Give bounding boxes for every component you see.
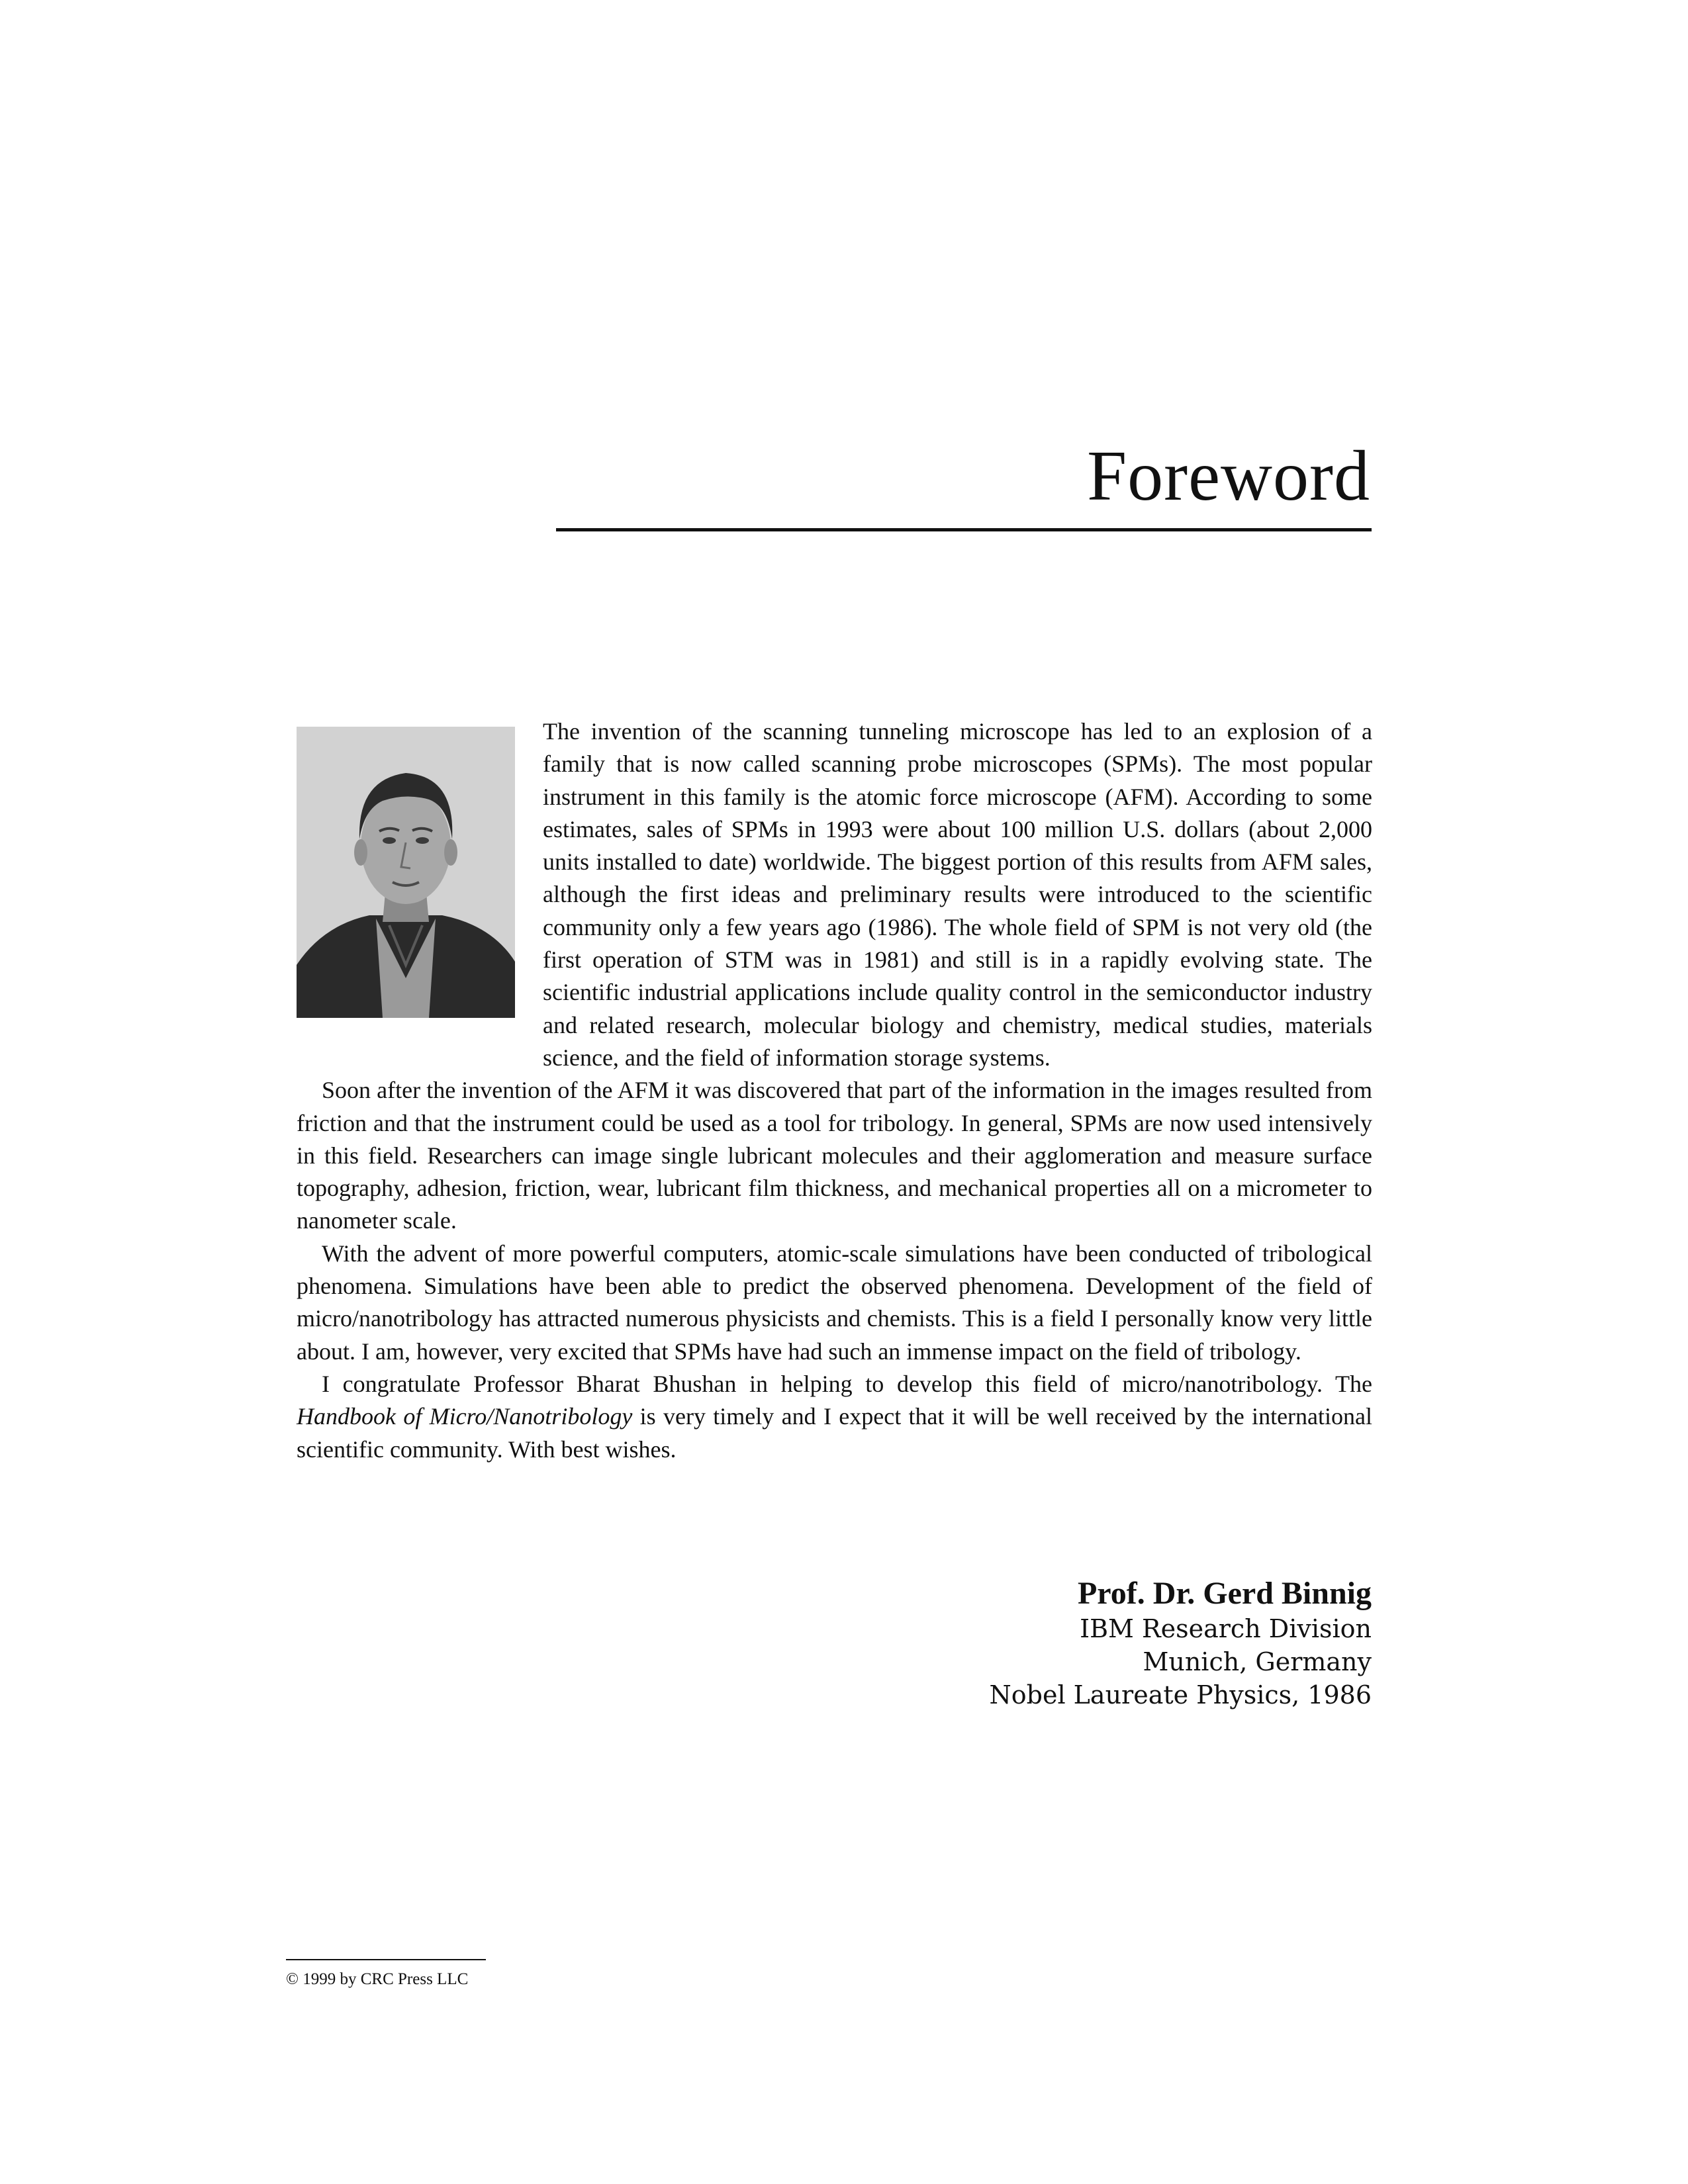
author-distinction: Nobel Laureate Physics, 1986 [989,1680,1372,1709]
paragraph-4-start: I congratulate Professor Bharat Bhushan in helping to develop this field of micro/nanotribology. The [322,1370,1372,1397]
footer-rule [286,1959,486,1960]
copyright-notice: © 1999 by CRC Press LLC [286,1970,469,1988]
title-rule [556,528,1372,531]
page-title: Foreword [1087,437,1370,516]
author-name: Prof. Dr. Gerd Binnig [1077,1576,1372,1611]
book-title: Handbook of Micro/Nanotribology [297,1403,633,1430]
photo-spacer [297,715,515,1042]
author-affiliation: IBM Research Division [1080,1614,1372,1643]
paragraph-3: With the advent of more powerful computers, atomic-scale simulations have been conducted of tribological phenomena. Simulations have been able to predict the observed phenomena. Development of the field of micro/nanotribology has attracted numerous physicists and chemists. This is a field I personally know very little about. I am, however, very excited that SPMs have had such an immense impact on the field of tribology. [297,1240,1372,1365]
paragraph-4 [297,1368,1372,1466]
foreword-body [297,715,1372,1466]
paragraph-1: The invention of the scanning tunneling microscope has led to an explosion of a family that is now called scanning probe microscopes (SPMs). The most popular instrument in this family is the atomic force microscope (AFM). According to some estimates, sales of SPMs in 1993 were about 100 million U.S. dollars (about 2,000 units installed to date) worldwide. The biggest portion of this results from AFM sales, although the first ideas and preliminary results were introduced to the scientific community only a few years ago (1986). The whole field of SPM is not very old (the first operation of STM was in 1981) and still is in a rapidly evolving state. The scientific industrial applications include quality control in the semiconductor industry and related research, molecular biology and chemistry, medical studies, materials science, and the field of information storage systems. [543,718,1372,1071]
paragraph-2: Soon after the invention of the AFM it was discovered that part of the information in the images resulted from friction and that the instrument could be used as a tool for tribology. In general, SPMs are now used intensively in this field. Researchers can image single lubricant molecules and their agglomeration and measure surface topography, adhesion, friction, wear, lubricant film thickness, and mechanical properties all on a micrometer to nanometer scale. [297,1077,1372,1234]
signature-block [794,1575,1372,1711]
author-location: Munich, Germany [1143,1647,1372,1676]
paragraph-4-end: is very timely and I expect that it will be well received by the international scientific community. With best wishes. [297,1403,1372,1463]
